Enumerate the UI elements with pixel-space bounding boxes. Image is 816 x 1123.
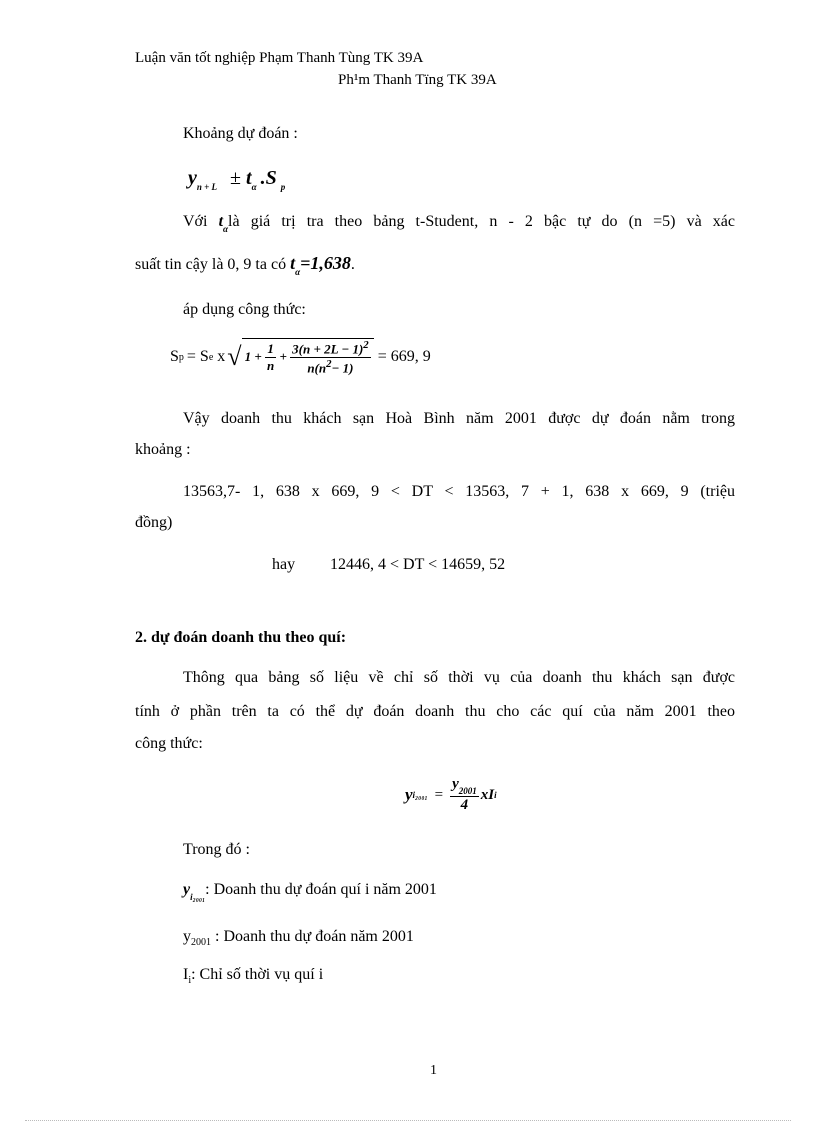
formula-s-sub: p xyxy=(280,182,286,192)
conclusion-line-2: khoảng : xyxy=(135,441,191,458)
page-number: 1 xyxy=(430,1063,437,1078)
def-annual-forecast: $y_{2001}$ : Doanh thu dự đoán năm 2001 xyxy=(183,928,414,948)
formula-s: .S xyxy=(260,167,277,189)
formula-y: y xyxy=(188,167,197,189)
apply-label: áp dụng công thức: xyxy=(183,301,306,318)
sp-formula: S p = S e x √ 1 + $\frac{1}{n}$ + $\frac{3(n + 2L - 1)^2}{n(n^2- 1)}$ = 669, 9 xyxy=(170,339,431,376)
interval-label: Khoảng dự đoán : xyxy=(183,125,298,142)
quarterly-formula: y i₂₀₀₁ = $\frac{y_{2001}}{4}$ x I i xyxy=(405,776,497,813)
student-line-1 xyxy=(183,212,735,239)
formula-pm: ± xyxy=(230,167,242,189)
t-alpha-symbol: $t_\alpha$ xyxy=(218,213,229,234)
student-line2-prefix: suất tin cậy là 0, 9 ta có xyxy=(135,256,287,273)
sp-result: = 669, 9 xyxy=(377,348,431,366)
range-result: 12446, 4 < DT < 14659, 52 xyxy=(330,556,506,573)
prediction-interval-formula xyxy=(188,165,285,200)
where-label: Trong đó : xyxy=(183,841,250,858)
section-2-heading: 2. dự đoán doanh thu theo quí: xyxy=(135,629,347,646)
para-line-3: công thức: xyxy=(135,735,203,752)
student-line2-end: . xyxy=(350,256,355,273)
running-header-unicode: Luận văn tốt nghiệp Phạm Thanh Tùng TK 39A xyxy=(135,50,424,66)
hay-label: hay xyxy=(272,556,296,573)
sqrt-sign: √ xyxy=(227,342,242,372)
sqrt-content: 1 + $\frac{1}{n}$ + $\frac{3(n + 2L - 1)^2}{n(n^2- 1)}$ xyxy=(242,338,374,377)
para-line-1: Thông qua bảng số liệu về chỉ số thời vụ của doanh thu khách sạn được xyxy=(183,669,735,686)
student-prefix: Với xyxy=(183,213,208,230)
formula-t: t xyxy=(246,167,252,189)
conclusion-line-1: Vậy doanh thu khách sạn Hoà Bình năm 2001 được dự đoán nằm trong xyxy=(183,410,735,427)
page-bottom-divider xyxy=(25,1120,791,1121)
formula-y-sub: n + L xyxy=(196,182,218,192)
formula-t-sub: α xyxy=(251,182,257,192)
student-line-2 xyxy=(135,253,355,282)
def-seasonal-index: $I_i$: Chỉ số thời vụ quí i xyxy=(183,966,324,986)
range-line-1: 13563,7- 1, 638 x 669, 9 < DT < 13563, 7 + 1, 638 x 669, 9 (triệu xyxy=(183,483,735,500)
student-line1-rest: là giá trị tra theo bảng t-Student, n - 2 bậc tự do (n =5) và xác xyxy=(228,213,736,230)
range-line-2: đồng) xyxy=(135,514,173,531)
def-quarterly-forecast: $y_{i_{2001}}$: Doanh thu dự đoán quí i năm 2001 xyxy=(183,881,437,902)
t-alpha-value: $t_\alpha=1,638$ xyxy=(290,253,351,277)
para-line-2: tính ở phần trên ta có thể dự đoán doanh thu cho các quí của năm 2001 theo xyxy=(135,703,735,720)
running-header-legacy: Ph¹m Thanh Tïng TK 39A xyxy=(338,72,497,88)
